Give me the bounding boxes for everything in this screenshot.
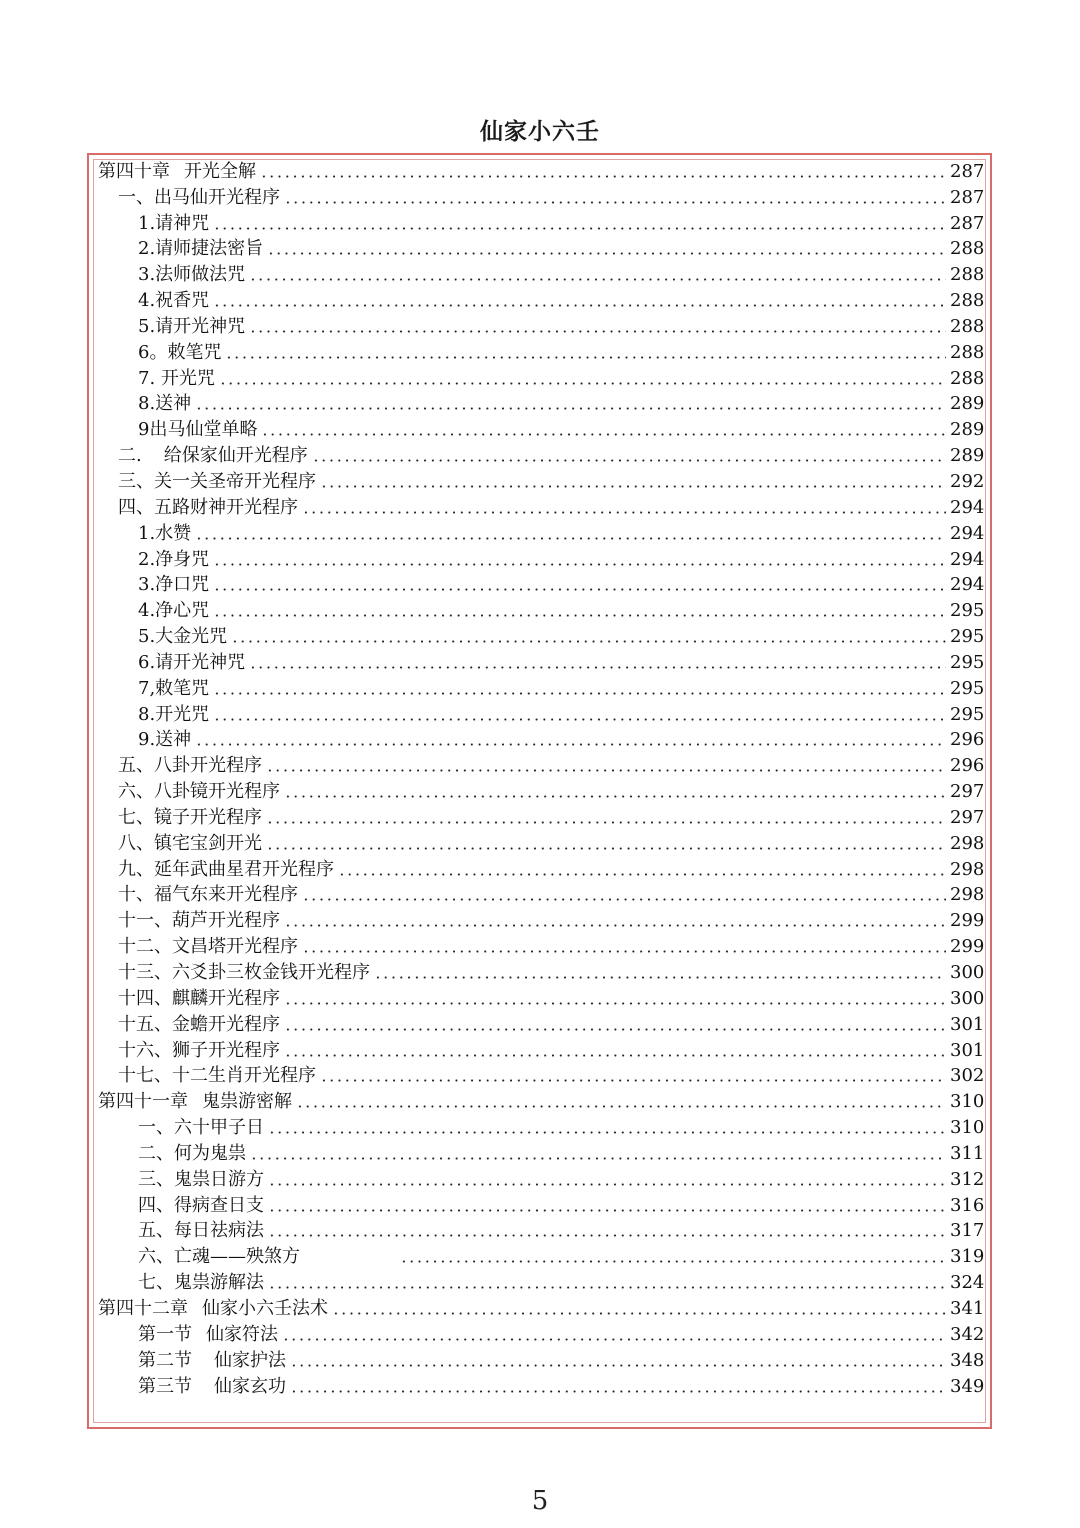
toc-entry-title: 2.净身咒 bbox=[138, 548, 210, 570]
dot-leader bbox=[225, 356, 946, 359]
toc-entry-label bbox=[138, 1116, 264, 1140]
dot-leader bbox=[290, 1364, 946, 1367]
toc-entry-label bbox=[118, 780, 280, 804]
toc-entry bbox=[96, 158, 984, 184]
toc-entry bbox=[96, 1218, 984, 1244]
toc-entry bbox=[96, 701, 984, 727]
toc-entry bbox=[96, 261, 984, 287]
toc-entry-label bbox=[118, 754, 262, 778]
toc-entry bbox=[96, 1269, 984, 1295]
toc-entry bbox=[96, 391, 984, 417]
toc-entry bbox=[96, 1347, 984, 1373]
toc-entry-page: 295 bbox=[950, 600, 985, 622]
toc-entry-title: 3.法师做法咒 bbox=[138, 264, 246, 286]
toc-entry bbox=[96, 882, 984, 908]
toc-entry-title: 4.祝香咒 bbox=[138, 290, 210, 312]
toc-entry-label bbox=[138, 263, 245, 287]
toc-entry bbox=[96, 468, 984, 494]
toc-entry-page: 341 bbox=[950, 1297, 985, 1319]
toc-entry bbox=[96, 1166, 984, 1192]
toc-entry bbox=[96, 546, 984, 572]
toc-entry bbox=[96, 1114, 984, 1140]
toc-entry-page: 301 bbox=[950, 1013, 985, 1035]
toc-entry bbox=[96, 1011, 984, 1037]
toc-entry-label bbox=[138, 341, 221, 365]
toc-entry-page: 298 bbox=[950, 884, 985, 906]
toc-entry bbox=[96, 959, 984, 985]
toc-entry-label bbox=[138, 1375, 286, 1399]
toc-entry-title: 十二、文昌塔开光程序 bbox=[118, 936, 298, 958]
toc-entry-label bbox=[118, 1064, 316, 1088]
toc-entry-title: 9.送神 bbox=[138, 729, 192, 751]
toc-entry-page: 288 bbox=[950, 367, 985, 389]
table-of-contents bbox=[96, 158, 984, 1399]
toc-entry-page: 288 bbox=[950, 315, 985, 337]
toc-entry-title: 给保家仙开光程序 bbox=[163, 445, 308, 467]
toc-entry-label bbox=[98, 1090, 292, 1114]
toc-entry-label bbox=[118, 496, 298, 520]
toc-entry-page: 342 bbox=[950, 1323, 985, 1345]
dot-leader bbox=[249, 330, 946, 333]
toc-entry-number: 第三节 bbox=[138, 1375, 192, 1397]
toc-entry-page: 297 bbox=[950, 806, 985, 828]
toc-entry-label bbox=[138, 1349, 286, 1373]
dot-leader bbox=[268, 1183, 946, 1186]
toc-entry-title: 2.请师捷法密旨 bbox=[138, 238, 264, 260]
toc-entry-title: 5.请开光神咒 bbox=[138, 315, 246, 337]
dot-leader bbox=[250, 1157, 946, 1160]
toc-entry bbox=[96, 313, 984, 339]
toc-entry bbox=[96, 1063, 984, 1089]
toc-entry-page: 287 bbox=[950, 212, 985, 234]
dot-leader bbox=[219, 382, 946, 385]
toc-entry bbox=[96, 339, 984, 365]
dot-leader bbox=[231, 640, 946, 643]
toc-entry-number: 第四十二章 bbox=[98, 1297, 188, 1319]
toc-entry-label bbox=[118, 935, 298, 959]
toc-entry-label bbox=[138, 1245, 300, 1269]
toc-entry-page: 349 bbox=[950, 1375, 985, 1397]
toc-entry-label bbox=[138, 1194, 264, 1218]
toc-entry-number: 第四十一章 bbox=[98, 1091, 188, 1113]
toc-entry-page: 294 bbox=[950, 574, 985, 596]
toc-entry-title: 仙家玄功 bbox=[214, 1375, 286, 1397]
toc-entry-label bbox=[138, 548, 209, 572]
dot-leader bbox=[320, 1079, 946, 1082]
toc-entry bbox=[96, 623, 984, 649]
toc-entry-page: 310 bbox=[950, 1091, 985, 1113]
toc-entry-title: 六、亡魂——殃煞方 bbox=[138, 1246, 300, 1268]
dot-leader bbox=[320, 485, 946, 488]
toc-entry-label bbox=[98, 160, 256, 184]
toc-entry-label bbox=[138, 392, 191, 416]
toc-entry-title: 十四、麒麟开光程序 bbox=[118, 987, 280, 1009]
toc-entry bbox=[96, 907, 984, 933]
dot-leader bbox=[266, 847, 946, 850]
toc-entry-title: 仙家符法 bbox=[206, 1323, 278, 1345]
toc-entry bbox=[96, 752, 984, 778]
toc-entry-title: 8.开光咒 bbox=[138, 703, 210, 725]
toc-entry-title: 6.请开光神咒 bbox=[138, 651, 246, 673]
toc-entry-label bbox=[118, 832, 262, 856]
toc-entry-label bbox=[118, 987, 280, 1011]
dot-leader bbox=[296, 1105, 946, 1108]
toc-entry-label bbox=[138, 1168, 264, 1192]
toc-entry-page: 288 bbox=[950, 290, 985, 312]
toc-entry-title: 五、每日祛病法 bbox=[138, 1220, 264, 1242]
toc-entry-title: 三、鬼祟日游方 bbox=[138, 1168, 264, 1190]
dot-leader bbox=[284, 1054, 946, 1057]
toc-entry-page: 294 bbox=[950, 496, 985, 518]
dot-leader bbox=[302, 950, 946, 953]
toc-entry bbox=[96, 572, 984, 598]
toc-entry-label bbox=[118, 444, 308, 468]
toc-entry-title: 十五、金蟾开光程序 bbox=[118, 1013, 280, 1035]
toc-entry-page: 302 bbox=[950, 1065, 985, 1087]
toc-entry-number: 二. bbox=[118, 445, 142, 467]
toc-entry-label bbox=[138, 1142, 246, 1166]
toc-entry bbox=[96, 287, 984, 313]
toc-entry-label bbox=[118, 909, 280, 933]
toc-entry-title: 仙家小六壬法术 bbox=[202, 1297, 328, 1319]
book-title: 仙家小六壬 bbox=[480, 119, 600, 145]
toc-entry-label bbox=[138, 599, 209, 623]
toc-entry-page: 294 bbox=[950, 522, 985, 544]
toc-entry-page: 301 bbox=[950, 1039, 985, 1061]
toc-entry bbox=[96, 210, 984, 236]
toc-entry-title: 7,敕笔咒 bbox=[138, 677, 210, 699]
toc-entry-label bbox=[138, 212, 209, 236]
toc-entry bbox=[96, 1192, 984, 1218]
page-number: 5 bbox=[531, 1486, 549, 1516]
toc-entry-page: 319 bbox=[950, 1246, 985, 1268]
toc-entry-page: 311 bbox=[950, 1142, 985, 1164]
toc-entry-title: 一、六十甲子日 bbox=[138, 1117, 264, 1139]
toc-entry-label bbox=[138, 289, 209, 313]
dot-leader bbox=[302, 898, 946, 901]
toc-entry bbox=[96, 416, 984, 442]
toc-entry-title: 7. 开光咒 bbox=[138, 367, 215, 389]
toc-entry-label bbox=[138, 237, 263, 261]
toc-entry-number: 第四十章 bbox=[98, 160, 170, 182]
toc-entry bbox=[96, 830, 984, 856]
dot-leader bbox=[284, 795, 946, 798]
toc-entry-page: 324 bbox=[950, 1272, 985, 1294]
toc-entry-page: 312 bbox=[950, 1168, 985, 1190]
toc-entry-title: 七、镜子开光程序 bbox=[118, 806, 262, 828]
toc-entry-title: 1.水赞 bbox=[138, 522, 192, 544]
dot-leader bbox=[290, 1390, 946, 1393]
toc-entry-title: 十一、葫芦开光程序 bbox=[118, 910, 280, 932]
toc-entry-title: 8.送神 bbox=[138, 393, 192, 415]
toc-entry-label bbox=[138, 1219, 264, 1243]
toc-entry-label bbox=[118, 186, 280, 210]
dot-leader bbox=[213, 614, 946, 617]
dot-leader bbox=[400, 1260, 946, 1263]
toc-entry-title: 九、延年武曲星君开光程序 bbox=[118, 858, 334, 880]
toc-entry-title: 鬼祟游密解 bbox=[202, 1091, 292, 1113]
toc-entry-title: 仙家护法 bbox=[214, 1349, 286, 1371]
toc-entry-label bbox=[118, 858, 334, 882]
toc-entry-page: 299 bbox=[950, 910, 985, 932]
toc-entry-title: 3.净口咒 bbox=[138, 574, 210, 596]
dot-leader bbox=[267, 252, 946, 255]
toc-entry-number: 第一节 bbox=[138, 1323, 192, 1345]
dot-leader bbox=[260, 175, 946, 178]
toc-entry-title: 1.请神咒 bbox=[138, 212, 210, 234]
toc-entry-page: 288 bbox=[950, 238, 985, 260]
toc-entry-title: 五、八卦开光程序 bbox=[118, 755, 262, 777]
toc-entry bbox=[96, 597, 984, 623]
toc-entry-page: 298 bbox=[950, 832, 985, 854]
toc-entry bbox=[96, 1373, 984, 1399]
toc-entry-label bbox=[138, 728, 191, 752]
dot-leader bbox=[266, 769, 946, 772]
toc-entry-page: 295 bbox=[950, 651, 985, 673]
toc-entry-title: 6。敕笔咒 bbox=[138, 341, 222, 363]
toc-entry-page: 289 bbox=[950, 393, 985, 415]
toc-entry-label bbox=[118, 806, 262, 830]
toc-entry bbox=[96, 1037, 984, 1063]
toc-entry-label bbox=[138, 418, 257, 442]
dot-leader bbox=[332, 1312, 946, 1315]
toc-entry-page: 288 bbox=[950, 341, 985, 363]
toc-entry bbox=[96, 856, 984, 882]
toc-entry-page: 287 bbox=[950, 186, 985, 208]
dot-leader bbox=[284, 924, 946, 927]
toc-entry bbox=[96, 236, 984, 262]
toc-entry bbox=[96, 442, 984, 468]
dot-leader bbox=[312, 459, 946, 462]
toc-entry-page: 299 bbox=[950, 936, 985, 958]
dot-leader bbox=[249, 666, 946, 669]
dot-leader bbox=[284, 1028, 946, 1031]
toc-entry bbox=[96, 1321, 984, 1347]
toc-entry-page: 289 bbox=[950, 419, 985, 441]
toc-entry bbox=[96, 1295, 984, 1321]
dot-leader bbox=[213, 304, 946, 307]
toc-entry bbox=[96, 933, 984, 959]
toc-entry-title: 七、鬼祟游解法 bbox=[138, 1272, 264, 1294]
toc-entry-title: 4.净心咒 bbox=[138, 600, 210, 622]
toc-entry-label bbox=[138, 1271, 264, 1295]
toc-entry bbox=[96, 184, 984, 210]
dot-leader bbox=[338, 873, 946, 876]
dot-leader bbox=[266, 821, 946, 824]
toc-entry-page: 294 bbox=[950, 548, 985, 570]
dot-leader bbox=[195, 537, 946, 540]
toc-entry bbox=[96, 520, 984, 546]
dot-leader bbox=[268, 1286, 946, 1289]
toc-entry-title: 三、关一关圣帝开光程序 bbox=[118, 470, 316, 492]
toc-entry-title: 开光全解 bbox=[184, 160, 256, 182]
toc-entry-page: 289 bbox=[950, 445, 985, 467]
toc-entry-title: 一、出马仙开光程序 bbox=[118, 186, 280, 208]
toc-entry bbox=[96, 804, 984, 830]
dot-leader bbox=[284, 1002, 946, 1005]
dot-leader bbox=[268, 1131, 946, 1134]
toc-entry-page: 310 bbox=[950, 1117, 985, 1139]
dot-leader bbox=[302, 511, 946, 514]
toc-entry-page: 287 bbox=[950, 160, 985, 182]
toc-entry bbox=[96, 985, 984, 1011]
toc-entry-page: 317 bbox=[950, 1220, 985, 1242]
toc-entry-label bbox=[138, 573, 209, 597]
dot-leader bbox=[213, 718, 946, 721]
toc-entry-label bbox=[138, 703, 209, 727]
toc-entry-label bbox=[138, 1323, 278, 1347]
toc-entry-page: 298 bbox=[950, 858, 985, 880]
toc-entry-title: 四、五路财神开光程序 bbox=[118, 496, 298, 518]
toc-entry-title: 二、何为鬼祟 bbox=[138, 1142, 246, 1164]
toc-entry-page: 295 bbox=[950, 626, 985, 648]
toc-entry-page: 296 bbox=[950, 755, 985, 777]
toc-entry-title: 十、福气东来开光程序 bbox=[118, 884, 298, 906]
toc-entry-title: 十六、狮子开光程序 bbox=[118, 1039, 280, 1061]
toc-entry-label bbox=[138, 315, 245, 339]
toc-entry-label bbox=[118, 1013, 280, 1037]
toc-entry-label bbox=[138, 651, 245, 675]
toc-entry bbox=[96, 675, 984, 701]
toc-entry-number: 第二节 bbox=[138, 1349, 192, 1371]
toc-entry bbox=[96, 1140, 984, 1166]
toc-entry-label bbox=[98, 1297, 328, 1321]
toc-entry bbox=[96, 494, 984, 520]
dot-leader bbox=[213, 563, 946, 566]
toc-entry bbox=[96, 649, 984, 675]
toc-entry-title: 5.大金光咒 bbox=[138, 626, 228, 648]
toc-entry-title: 四、得病查日支 bbox=[138, 1194, 264, 1216]
dot-leader bbox=[268, 1234, 946, 1237]
dot-leader bbox=[261, 433, 946, 436]
toc-entry-label bbox=[138, 625, 227, 649]
toc-entry-page: 300 bbox=[950, 962, 985, 983]
toc-entry-title: 八、镇宅宝剑开光 bbox=[118, 832, 262, 854]
toc-entry-label bbox=[138, 367, 215, 391]
toc-entry-title: 十三、六爻卦三枚金钱开光程序 bbox=[118, 962, 370, 983]
dot-leader bbox=[195, 407, 946, 410]
toc-entry-label bbox=[118, 1039, 280, 1063]
dot-leader bbox=[249, 278, 946, 281]
dot-leader bbox=[268, 1209, 946, 1212]
toc-entry bbox=[96, 778, 984, 804]
toc-entry-page: 316 bbox=[950, 1194, 985, 1216]
toc-entry-label bbox=[138, 677, 209, 701]
dot-leader bbox=[213, 227, 946, 230]
toc-entry-page: 288 bbox=[950, 264, 985, 286]
toc-entry-page: 296 bbox=[950, 729, 985, 751]
toc-entry-label bbox=[138, 522, 191, 546]
toc-entry-title: 六、八卦镜开光程序 bbox=[118, 781, 280, 803]
toc-entry-page: 297 bbox=[950, 781, 985, 803]
toc-entry-page: 292 bbox=[950, 470, 985, 492]
toc-entry-title: 9出马仙堂单略 bbox=[138, 419, 258, 441]
toc-entry-label bbox=[118, 961, 370, 985]
dot-leader bbox=[284, 201, 946, 204]
toc-entry-title: 十七、十二生肖开光程序 bbox=[118, 1065, 316, 1087]
toc-entry bbox=[96, 365, 984, 391]
toc-entry-page: 300 bbox=[950, 987, 985, 1009]
dot-leader bbox=[282, 1338, 946, 1341]
toc-entry-label bbox=[118, 883, 298, 907]
toc-entry-page: 295 bbox=[950, 703, 985, 725]
toc-entry bbox=[96, 1088, 984, 1114]
dot-leader bbox=[195, 743, 946, 746]
toc-entry bbox=[96, 727, 984, 753]
dot-leader bbox=[213, 588, 946, 591]
dot-leader bbox=[213, 692, 946, 695]
toc-entry-page: 348 bbox=[950, 1349, 985, 1371]
toc-entry bbox=[96, 1243, 984, 1269]
toc-entry-page: 295 bbox=[950, 677, 985, 699]
dot-leader bbox=[374, 976, 946, 979]
toc-entry-label bbox=[118, 470, 316, 494]
